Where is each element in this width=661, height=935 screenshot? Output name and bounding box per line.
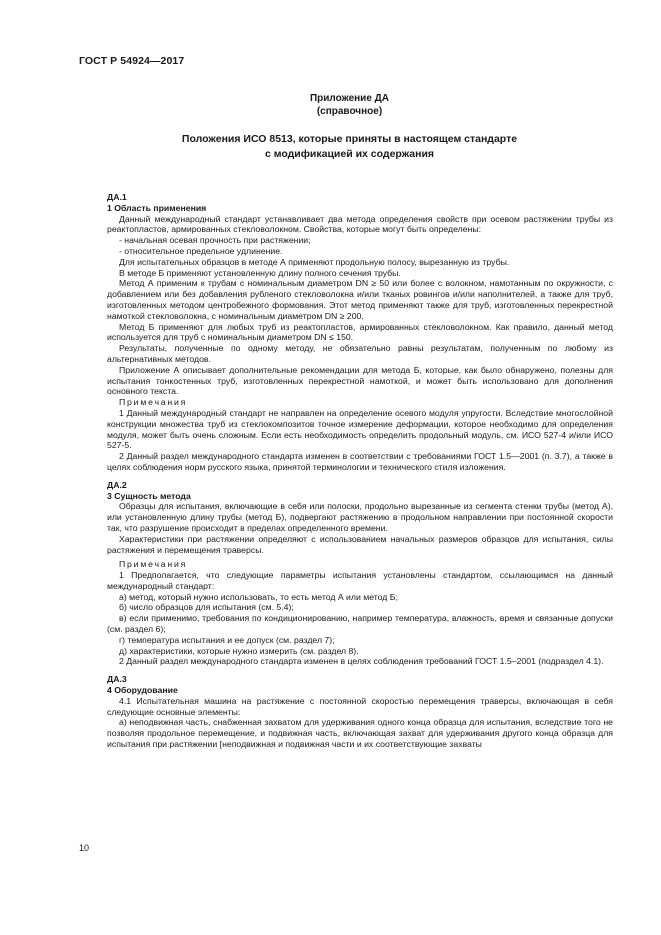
paragraph: а) неподвижная часть, снабженная захватом для удерживания одного конца образца для испытания, вследствие того не позволяя продольное перемещение, и подвижная часть, включающая захват для удерживания другого конца образца для испытания при растяжении [неподвижная и подвижная части и их соответствующие захваты (107, 717, 613, 750)
notes-title: Примечания (119, 559, 188, 570)
paragraph: Характеристики при растяжении определяют с использованием начальных размеров образцов для испытания, силы растяжения и перемещения траверсы. (107, 533, 613, 555)
appendix-subtitle: (справочное) (316, 106, 383, 117)
note: 1 Данный международный стандарт не направлен на определение осевого модуля упругости. Вследствие многослойной конструкции множества труб из стеклокомпозитов точное измерение деформации, которое необходимо для определения модуля, может быть очень сложным. Если есть необходимость определить продольный модуль, см. ИСО 527-4 и/или ИСО 527-5. (107, 407, 613, 451)
section-label: ДА.1 (107, 192, 127, 202)
document-body (107, 192, 613, 750)
section-heading: 3 Сущность метода (107, 490, 191, 501)
title-line-1: Положения ИСО 8513, которые приняты в настоящем стандарте (181, 133, 518, 145)
section-label: ДА.3 (107, 674, 127, 685)
notes-title: Примечания (119, 397, 188, 408)
paragraph: Метод А применим к трубам с номинальным диаметром DN ≥ 50 или более с волокном, намотанным по окружности, с добавлением или без добавления рубленого стекловолокна и/или тканых ровингов и/или наполнителей, а также для труб, изготовленных методом центробежного формования. Этот метод применяют также для труб, изготовленных перекрестной намоткой стекловолокна, с номинальным диаметром DN ≥ 200. (107, 278, 613, 321)
paragraph: Данный международный стандарт устанавливает два метода определения свойств при осевом растяжении трубы из реактопластов, армированных стекловолокном. Свойства, которые могут быть определены: (107, 213, 613, 235)
section-heading: 1 Область применения (107, 202, 207, 213)
note: 2 Данный раздел международного стандарта изменен в соответствии с требованиями ГОСТ 1.5—2001 (п. 3.7), а также в целях соблюдения норм русского языка, принятой терминологии и технического стиля изложения. (107, 451, 613, 472)
page-number: 10 (79, 843, 90, 853)
note-item: д) характеристики, которые нужно измерить (см. раздел 8). (119, 645, 359, 656)
title-line-2: с модификацией их содержания (264, 148, 435, 160)
note-item: а) метод, который нужно использовать, то есть метод А или метод Б; (119, 591, 398, 602)
note-item: в) если применимо, требования по кондиционированию, например температура, влажность, время и связанные допуски (см. раздел 6); (107, 613, 613, 635)
section-label: ДА.2 (107, 479, 127, 490)
appendix-main-title (79, 132, 620, 162)
appendix-heading (79, 92, 620, 118)
paragraph: Образцы для испытания, включающие в себя или полоски, продольно вырезанные из сегмента стенки трубы (метод А), или установленную длину трубы (метод Б), подвергают растяжению в продольном направлении при постоянной скорости так, что разрушение происходит в пределах определенного времени. (107, 501, 613, 533)
note-item: б) число образцов для испытания (см. 5.4); (119, 602, 294, 613)
document-header: ГОСТ Р 54924—2017 (79, 55, 185, 67)
paragraph: Метод Б применяют для любых труб из реактопластов, армированных стекловолокном. Как правило, данный метод используется для труб с номинальным диаметром DN ≤ 150. (107, 321, 613, 343)
appendix-title: Приложение ДА (309, 93, 390, 104)
paragraph: Для испытательных образцов в методе А применяют продольную полосу, вырезанную из трубы. (119, 256, 510, 267)
section-heading: 4 Оборудование (107, 685, 178, 696)
paragraph: Приложение А описывает дополнительные рекомендации для метода Б, которые, как было обнаружено, полезны для испытания тонкостенных труб, изготовленных перекрестной намоткой, и может быть использовано для дополнения основного текста. (107, 364, 613, 397)
paragraph: 4.1 Испытательная машина на растяжение с постоянной скоростью перемещения траверсы, включающая в себя следующие основные элементы: (107, 695, 613, 717)
note: 2 Данный раздел международного стандарта изменен в целях соблюдения требований ГОСТ 1.5–2001 (подраздел 4.1). (119, 656, 604, 667)
paragraph: Результаты, полученные по одному методу, не обязательно равны результатам, полученным по любому из альтернативных методов. (107, 343, 613, 364)
note: 1 Предполагается, что следующие параметры испытания установлены стандартом, ссылающимся на данный международный стандарт: (107, 570, 613, 591)
paragraph: В методе Б применяют установленную длину полного сечения трубы. (119, 267, 401, 278)
list-item: - относительное предельное удлинение. (119, 245, 283, 256)
note-item: г) температура испытания и ее допуск (см. раздел 7); (119, 634, 335, 645)
list-item: - начальная осевая прочность при растяжении; (119, 235, 311, 246)
